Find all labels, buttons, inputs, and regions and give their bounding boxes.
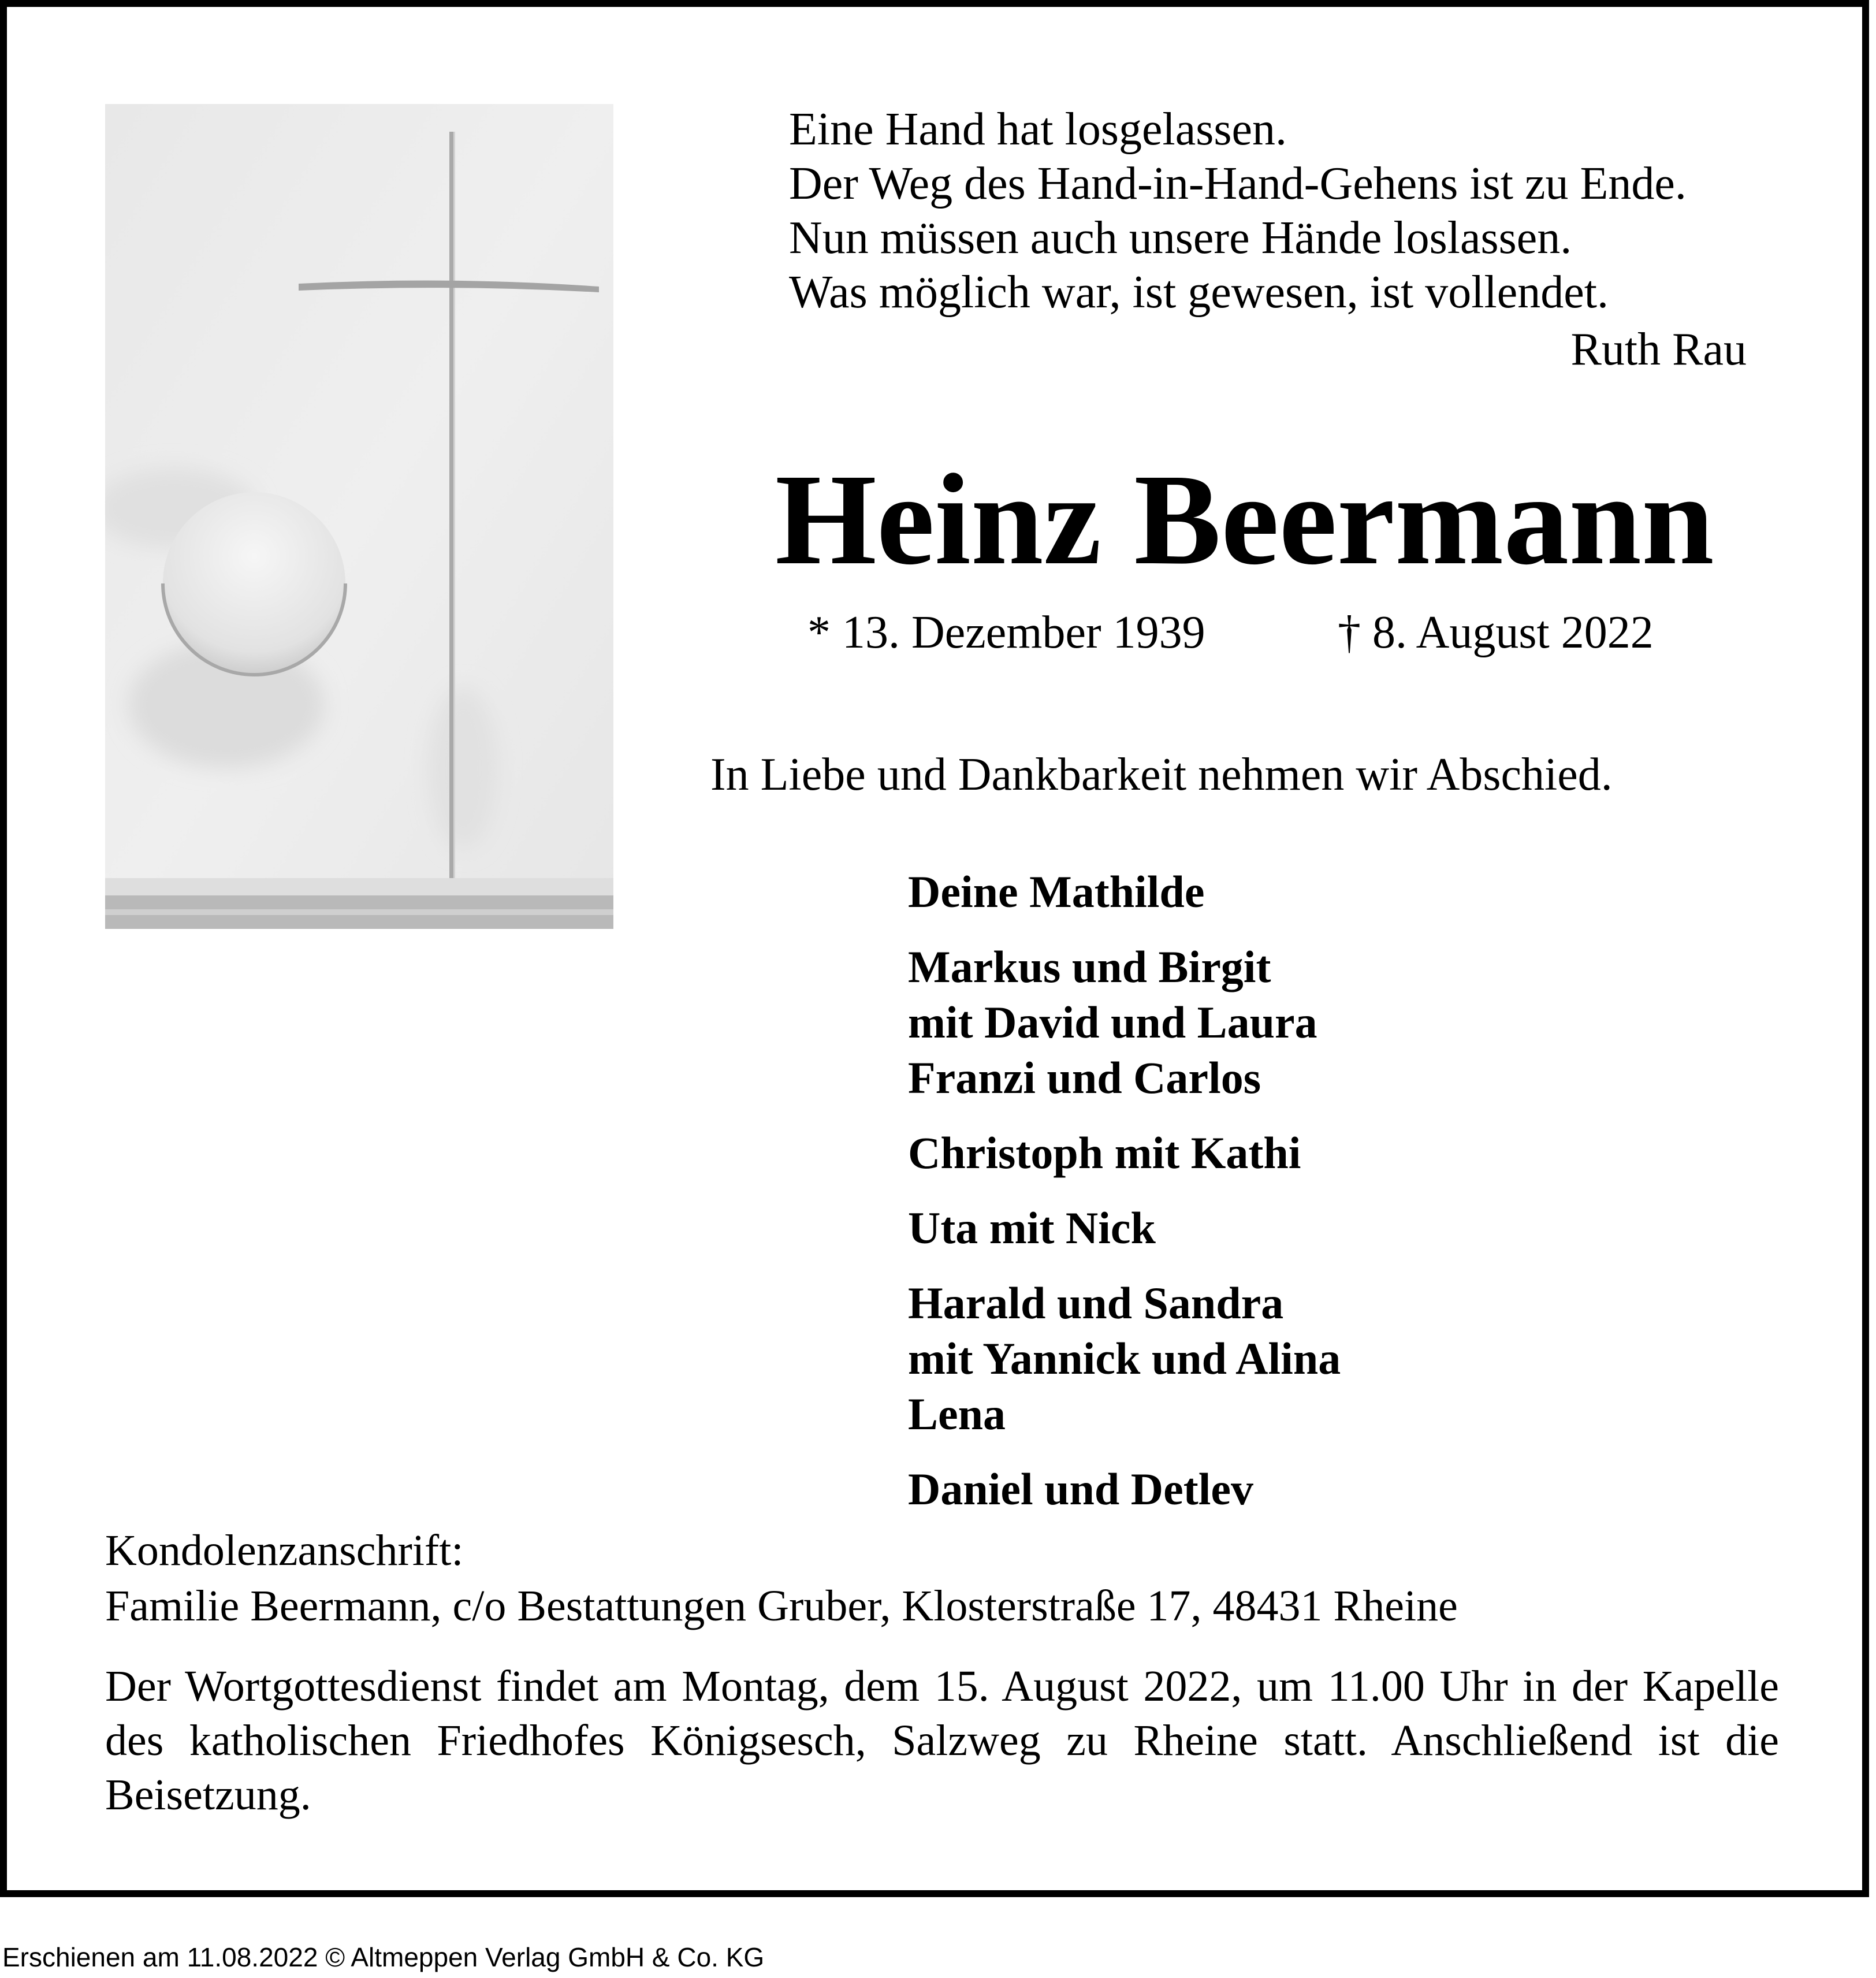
family-member: Lena — [908, 1389, 1006, 1439]
condolence-address-text: Familie Beermann, c/o Bestattungen Gruber, Klosterstraße 17, 48431 Rheine — [105, 1582, 1458, 1630]
family-group — [908, 1200, 1341, 1256]
family-member: Christoph mit Kathi — [908, 1128, 1301, 1178]
family-group — [908, 1462, 1341, 1517]
family-member: mit Yannick und Alina — [908, 1333, 1341, 1384]
poem-line: Eine Hand hat losgelassen. — [789, 104, 1287, 155]
deceased-name: Heinz Beermann — [775, 447, 1714, 592]
poem-line: Der Weg des Hand-in-Hand-Gehens ist zu Ende. — [789, 158, 1687, 209]
family-group — [908, 1125, 1341, 1181]
family-member: Markus und Birgit — [908, 942, 1271, 992]
death-date: † 8. August 2022 — [1338, 607, 1654, 658]
farewell-text: In Liebe und Dankbarkeit nehmen wir Abschied. — [710, 749, 1613, 800]
cross-and-sphere-relief-image — [105, 104, 613, 929]
poem-line: Nun müssen auch unsere Hände loslassen. — [789, 213, 1572, 263]
condolence-address — [105, 1523, 1458, 1634]
condolence-label: Kondolenzanschrift: — [105, 1526, 464, 1575]
family-member: Harald und Sandra — [908, 1278, 1284, 1328]
publication-footer: Erschienen am 11.08.2022 © Altmeppen Verlag GmbH & Co. KG — [2, 1942, 765, 1972]
family-member: mit David und Laura — [908, 997, 1317, 1047]
cross-relief-photo — [105, 104, 613, 929]
service-info: Der Wortgottesdienst findet am Montag, dem 15. August 2022, um 11.00 Uhr in der Kapelle des katholischen Friedhofes Königsesch, Salzweg zu Rheine statt. Anschließend ist die Beisetzung. — [105, 1662, 1779, 1819]
family-group — [908, 864, 1341, 920]
family-list — [908, 864, 1341, 1537]
family-member: Uta mit Nick — [908, 1203, 1156, 1253]
family-member: Deine Mathilde — [908, 867, 1205, 917]
poem-line: Was möglich war, ist gewesen, ist vollendet. — [789, 267, 1609, 318]
poem-author: Ruth Rau — [1570, 324, 1747, 375]
family-member: Daniel und Detlev — [908, 1464, 1254, 1514]
family-group — [908, 1276, 1341, 1442]
family-group — [908, 939, 1341, 1106]
birth-date: * 13. Dezember 1939 — [807, 607, 1205, 658]
family-member: Franzi und Carlos — [908, 1053, 1261, 1103]
poem — [789, 102, 1687, 319]
